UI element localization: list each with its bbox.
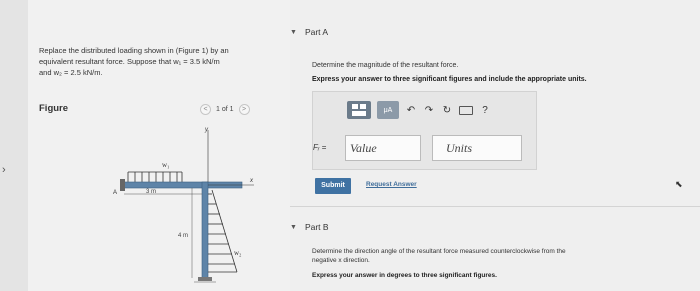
figure-panel <box>28 0 290 291</box>
vertical-member <box>202 182 208 278</box>
part-a-header[interactable] <box>290 27 328 37</box>
frame-figure <box>84 120 264 285</box>
part-b-question-line-2: negative x direction. <box>312 257 370 264</box>
answer-toolbar <box>347 101 491 119</box>
problem-line-1: Replace the distributed loading shown in (Figure 1) by an <box>39 46 229 55</box>
part-b-instruction: Express your answer in degrees to three significant figures. <box>312 272 497 279</box>
units-input[interactable]: Units <box>432 135 522 161</box>
part-a-instruction: Express your answer to three significant figures and include the appropriate units. <box>312 76 587 83</box>
problem-line-3: and w₂ = 2.5 kN/m. <box>39 68 103 77</box>
reset-icon[interactable]: ↻ <box>442 104 452 116</box>
part-a-question: Determine the magnitude of the resultant force. <box>312 62 459 69</box>
label-a: A <box>113 190 118 196</box>
figure-title: Figure <box>39 103 69 114</box>
undo-icon[interactable]: ↶ <box>406 104 416 116</box>
load-w1-arrows <box>128 172 182 182</box>
label-w1: w₁ <box>162 161 170 169</box>
submit-button[interactable]: Submit <box>315 178 351 194</box>
label-w2: w₂ <box>234 249 242 257</box>
collapse-caret-icon: ▼ <box>290 28 297 36</box>
fr-label: Fᵣ = <box>313 143 327 152</box>
template-icon <box>352 104 366 116</box>
label-3m: 3 m <box>146 189 157 195</box>
pager-prev-button[interactable]: < <box>200 104 211 115</box>
pager-text: 1 of 1 <box>216 105 234 113</box>
load-w2-arrows <box>208 190 237 272</box>
keyboard-icon[interactable] <box>459 106 473 115</box>
template-button[interactable] <box>347 101 371 119</box>
help-icon[interactable]: ? <box>482 104 488 116</box>
problem-statement <box>39 45 269 78</box>
part-b-label: Part B <box>304 222 329 232</box>
part-b-question-line-1: Determine the direction angle of the resultant force measured counterclockwise from the <box>312 248 566 255</box>
label-y: y <box>205 127 208 133</box>
support-a <box>120 179 125 191</box>
units-mu-button[interactable]: μA <box>377 101 399 119</box>
part-a-label: Part A <box>304 27 329 37</box>
redo-icon[interactable]: ↷ <box>424 104 434 116</box>
request-answer-link[interactable]: Request Answer <box>366 181 417 188</box>
problem-line-2: equivalent resultant force. Suppose that w₁ = 3.5 kN/m <box>39 57 220 66</box>
pager-next-button[interactable]: > <box>239 104 250 115</box>
label-4m: 4 m <box>178 233 189 239</box>
label-x: x <box>250 178 253 184</box>
part-divider <box>290 206 700 207</box>
part-b-header[interactable] <box>290 222 329 232</box>
question-panel <box>290 0 700 291</box>
base-support <box>198 277 212 281</box>
mouse-cursor-icon: ⬉ <box>675 179 683 189</box>
value-input[interactable]: Value <box>345 135 421 161</box>
previous-page-arrow[interactable]: › <box>2 164 6 176</box>
figure-pager <box>200 103 250 115</box>
collapse-caret-icon: ▼ <box>290 223 297 231</box>
